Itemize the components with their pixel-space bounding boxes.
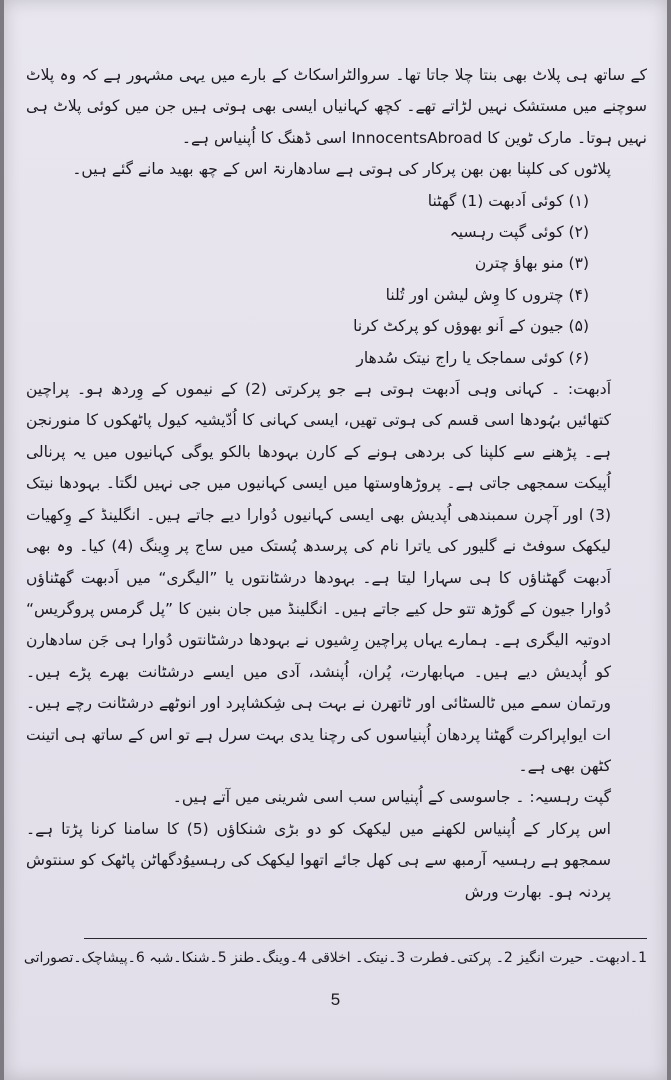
plot-types-list (26, 186, 647, 374)
footnote: 1۔ادبھت۔ حیرت انگیز 2۔ پرکتی۔فطرت 3۔نیتک۔ اخلاقی 4۔وینگ۔طنز 5۔شنکا۔شبہ 6۔پیشاچک۔تصوراتی (23, 950, 647, 966)
adbhut-paragraph: اَدبھت: ۔ کہانی وہی اَدبھت ہوتی ہے جو پرکرتی (2) کے نیموں کے وِردھ ہو۔ پراچین کتھائیں بہُودھا اسی قسم کی ہوتی تھیں، ایسی کہانی کا اُدّیشیہ کیول پاٹھکوں کا منورنجن ہے۔ پڑھنے سے کلپنا کی بردھی ہونے کے کارن بہودھا بالکو یوگی کہانیوں میں یہ پرنالی اُپیکت سمجھی جاتی ہے۔ پروڑھاوستھا میں ایسی کہانیوں میں جی نہیں لگتا۔ بہودھا نیتک (3) اور آچرن سمبندھی اُپدیش بھی ایسی کہانیوں دُوارا دیے جاتے ہیں۔ انگلینڈ کے وِکھیات لیکھک سوفٹ نے گلیور کی یاترا نام کی پرسدھ پُستک میں ساج پر وِینگ (4) کیا۔ وہ بھی اَدبھت گھٹناؤں کا ہی سہارا لیتا ہے۔ بہودھا درشٹانتوں یا ”الیگری“ میں اَدبھت گھٹناؤں دُوارا جیون کے گوڑھ تتو حل کیے جاتے ہیں۔ انگلینڈ میں جان بنین کا ”پل گرمس پروگریس“ ادوتیہ الیگری ہے۔ ہمارے یہاں پراچین رِشیوں نے بہودھا درشٹانتوں دُوارا ہی جَن سادھارن کو اُپدیش دیے ہیں۔ مہابھارت، پُران، اُپنشد، آدی میں ایسے درشٹانت بھرے پڑے ہیں۔ ورتمان سمے میں ٹالسٹائی اور ٹاتھرن نے بہت ہی شِکشاپرد اور انوٹھے درشٹانت رچے ہیں۔ ات ایواپراکرت گھٹنا پردھان اُپنیاسوں کی رچنا یدی بہت سرل ہے تو اس کے ساتھ ہی اتینت کٹھن بھی ہے۔ (26, 380, 612, 775)
plot-types-intro: پلاٹوں کی کلپنا بھن بھن پرکار کی ہوتی ہے سادھارنۃ اس کے چھ بھید مانے گئے ہیں۔ (72, 160, 611, 179)
list-item: (۴) چتروں کا وِش لیشن اور تُلنا (385, 285, 589, 304)
gupt-paragraph: گپت رہسیہ: ۔ جاسوسی کے اُپنیاس سب اسی شرینی میں آتے ہیں۔ (172, 788, 611, 807)
list-item: (۲) کوئی گپت رہسیہ (449, 223, 589, 242)
list-item: (۳) منو بھاؤ چترن (474, 254, 589, 273)
book-page (4, 0, 667, 1080)
page-text (26, 60, 647, 908)
list-item: (۱) کوئی اَدبھت (1) گھٹنا (427, 191, 589, 210)
list-item: (۶) کوئی سماجک یا راج نیتک سُدھار (356, 348, 589, 367)
page-number: 5 (330, 990, 341, 1009)
footnote-divider (84, 938, 647, 939)
list-item: (۵) جیون کے اَنو بھوؤں کو پرکٹ کرنا (353, 317, 589, 336)
closing-paragraph: اس پرکار کے اُپنیاس لکھنے میں لیکھک کو دو بڑی شنکاؤں (5) کا سامنا کرنا پڑتا ہے۔ سمجھو ہے رہسیہ آرمبھ سے ہی کھل جائے اتھوا لیکھک کی رہسیوُدگھاٹن پاٹھک کو سنتوش پردنہ ہو۔ بھارت ورش (26, 819, 611, 901)
intro-paragraph: کے ساتھ ہی پلاٹ بھی بنتا چلا جاتا تھا۔ سروالٹراسکاٹ کے بارے میں یہی مشہور ہے کہ وہ پلاٹ سوچنے میں مستشک نہیں لڑاتے تھے۔ کچھ کہانیاں ایسی بھی ہوتی ہیں جن میں کوئی پلاٹ ہی نہیں ہوتا۔ مارک ٹوین کا InnocentsAbroad اسی ڈھنگ کا اُپنیاس ہے۔ (26, 66, 647, 147)
